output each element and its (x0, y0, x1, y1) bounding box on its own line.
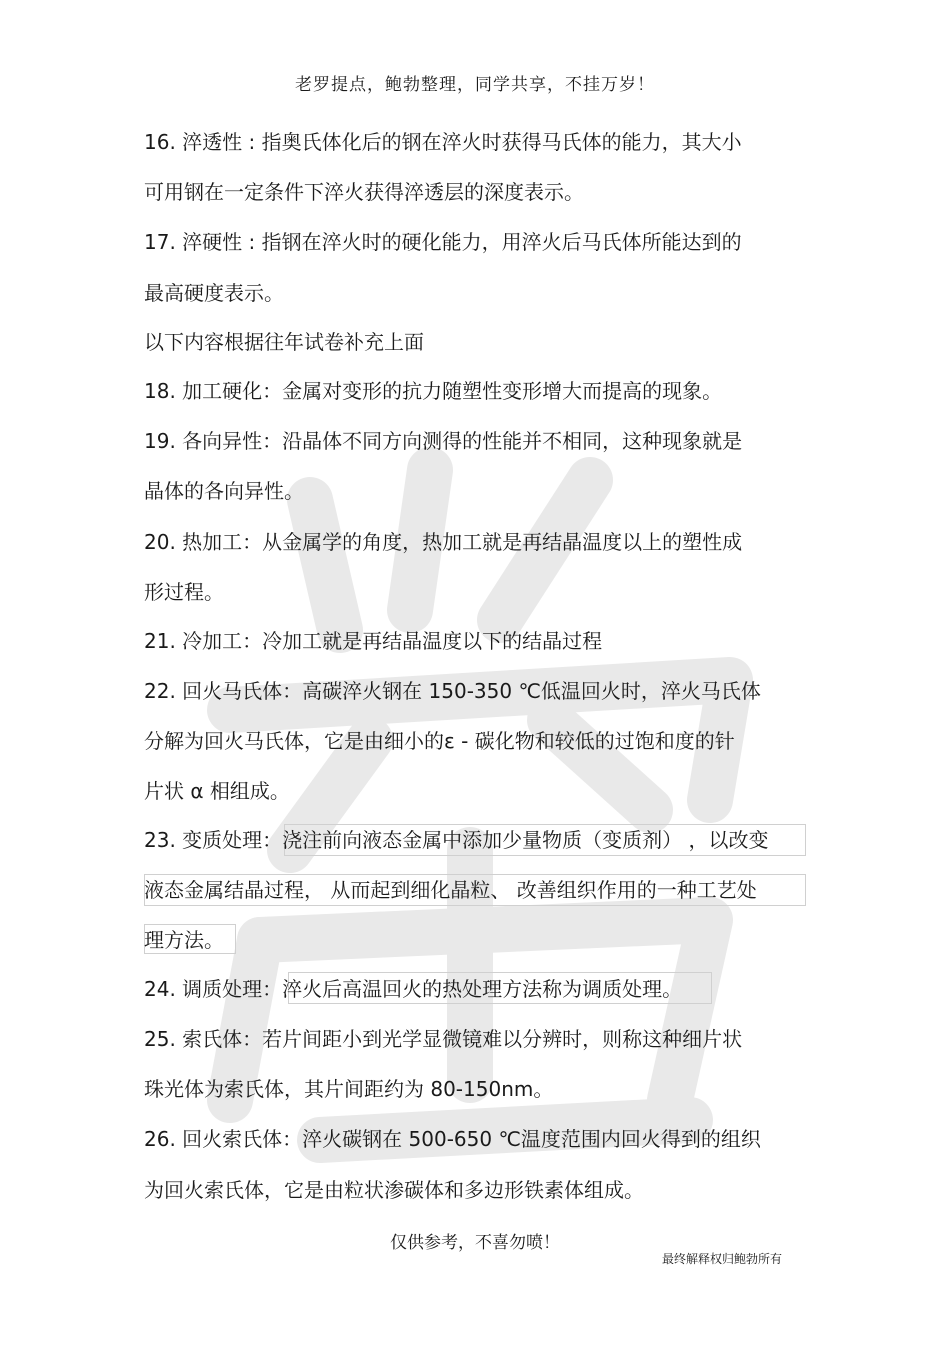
definition-line: 液态金属结晶过程， 从而起到细化晶粒、 改善组织作用的一种工艺处 (144, 878, 757, 902)
definition-line: 23. 变质处理：浇注前向液态金属中添加少量物质（变质剂） ，以改变 (144, 828, 769, 852)
definition-line: 22. 回火马氏体：高碳淬火钢在 150-350 ℃低温回火时，淬火马氏体 (144, 679, 761, 703)
definition-line: 24. 调质处理：淬火后高温回火的热处理方法称为调质处理。 (144, 977, 683, 1001)
definition-line: 20. 热加工：从金属学的角度，热加工就是再结晶温度以上的塑性成 (144, 530, 743, 554)
definition-line: 分解为回火马氏体，它是由细小的ε - 碳化物和较低的过饱和度的针 (144, 729, 735, 753)
definition-line: 25. 索氏体：若片间距小到光学显微镜难以分辨时，则称这种细片状 (144, 1027, 743, 1051)
definition-line: 26. 回火索氏体：淬火碳钢在 500-650 ℃温度范围内回火得到的组织 (144, 1127, 761, 1151)
definition-line: 可用钢在一定条件下淬火获得淬透层的深度表示。 (144, 180, 584, 204)
footer-rights: 最终解释权归鲍勃所有 (662, 1252, 783, 1266)
definition-line: 21. 冷加工：冷加工就是再结晶温度以下的结晶过程 (144, 629, 603, 653)
definition-line: 片状 α 相组成。 (144, 779, 290, 803)
definition-line: 形过程。 (144, 580, 224, 604)
definition-line: 19. 各向异性：沿晶体不同方向测得的性能并不相同，这种现象就是 (144, 429, 743, 453)
definition-line: 为回火索氏体，它是由粒状渗碳体和多边形铁素体组成。 (144, 1178, 644, 1202)
definition-line: 最高硬度表示。 (144, 281, 284, 305)
definition-line: 理方法。 (144, 928, 224, 952)
footer-note: 仅供参考，不喜勿喷！ (390, 1233, 560, 1253)
section-note: 以下内容根据往年试卷补充上面 (144, 330, 424, 354)
definition-line: 17. 淬硬性 : 指钢在淬火时的硬化能力，用淬火后马氏体所能达到的 (144, 230, 742, 254)
definition-line: 16. 淬透性 : 指奥氏体化后的钢在淬火时获得马氏体的能力，其大小 (144, 130, 742, 154)
header-slogan: 老罗提点，鲍勃整理，同学共享，不挂万岁！ (295, 75, 655, 95)
definition-line: 珠光体为索氏体，其片间距约为 80-150nm。 (144, 1077, 554, 1101)
definition-line: 晶体的各向异性。 (144, 479, 304, 503)
definition-line: 18. 加工硬化：金属对变形的抗力随塑性变形增大而提高的现象。 (144, 379, 723, 403)
